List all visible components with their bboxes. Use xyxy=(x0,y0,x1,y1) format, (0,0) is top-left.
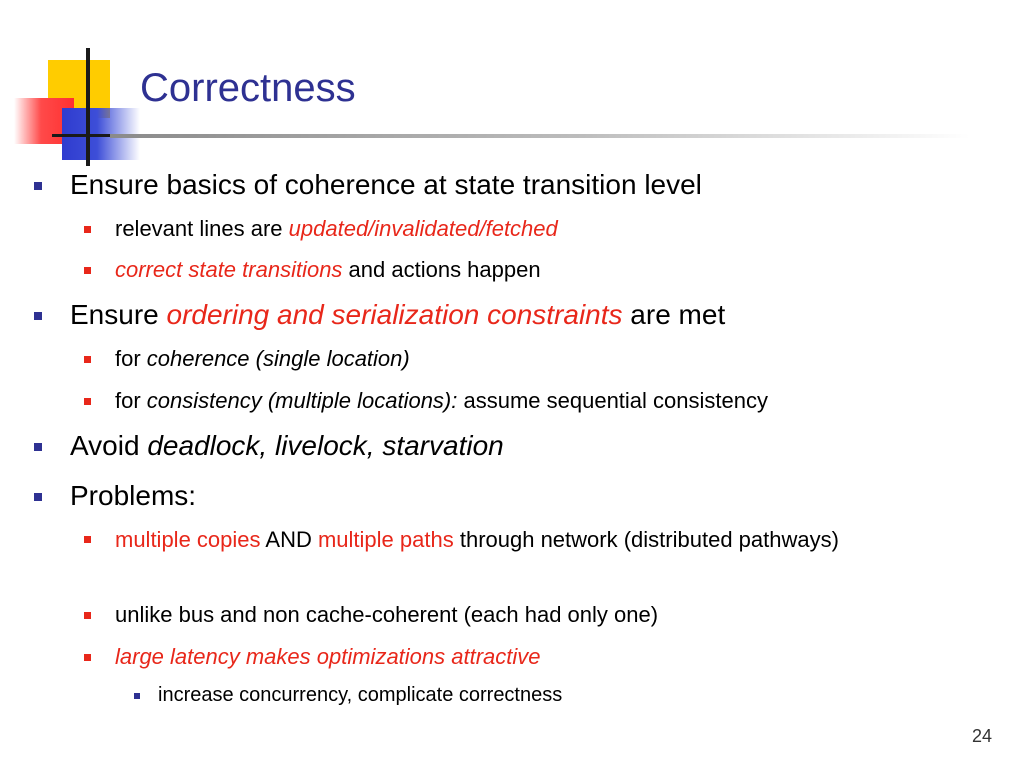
bullet-marker xyxy=(34,182,42,190)
bullet-emphasis: updated/invalidated/fetched xyxy=(288,216,558,241)
bullet-emphasis: correct state transitions xyxy=(115,257,343,282)
bullet-text: increase concurrency, complicate correctness xyxy=(158,684,563,706)
bullet-multiple-copies xyxy=(115,523,930,557)
bullet-text: and actions happen xyxy=(342,257,541,282)
bullet-marker xyxy=(34,493,42,501)
bullet-relevant-lines xyxy=(115,216,558,242)
bullet-increase-concurrency xyxy=(158,684,562,707)
bullet-marker xyxy=(84,226,91,233)
bullet-marker xyxy=(84,654,91,661)
bullet-text: Ensure basics of coherence at state transition level xyxy=(70,169,702,200)
bullet-emphasis: deadlock, livelock, starvation xyxy=(147,430,504,461)
bullet-emphasis: ordering and serialization constraints xyxy=(166,299,623,330)
bullet-text: AND xyxy=(260,527,318,552)
bullet-avoid-deadlock xyxy=(70,430,504,462)
bullet-ordering-constraints xyxy=(70,299,725,331)
bullet-for-consistency xyxy=(115,388,768,414)
bullet-marker xyxy=(34,443,42,451)
slide-title: Correctness xyxy=(140,66,356,110)
bullet-marker xyxy=(84,356,91,363)
bullet-for-coherence xyxy=(115,346,410,372)
bullet-emphasis: coherence (single location) xyxy=(146,346,410,371)
bullet-text: for xyxy=(115,388,147,413)
bullet-marker xyxy=(84,267,91,274)
bullet-large-latency xyxy=(115,644,541,670)
bullet-text: through network (distributed pathways) xyxy=(453,527,839,552)
bullet-text: Avoid xyxy=(70,430,148,461)
bullet-text: Ensure xyxy=(70,299,167,330)
bullet-ensure-basics xyxy=(70,169,702,201)
bullet-marker xyxy=(84,536,91,543)
bullet-emphasis: multiple copies xyxy=(115,527,261,552)
bullet-text: for xyxy=(115,346,147,371)
bullet-text: relevant lines are xyxy=(115,216,289,241)
bullet-emphasis: large latency makes optimizations attractive xyxy=(115,644,541,669)
page-number: 24 xyxy=(971,726,992,746)
bullet-text: Problems: xyxy=(70,480,197,511)
bullet-problems xyxy=(70,480,196,512)
bullet-emphasis: consistency (multiple locations): xyxy=(146,388,458,413)
bullet-emphasis: multiple paths xyxy=(317,527,454,552)
bullet-text: unlike bus and non cache-coherent (each had only one) xyxy=(115,602,659,627)
bullet-text: assume sequential consistency xyxy=(457,388,768,413)
bullet-marker xyxy=(84,612,91,619)
bullet-text: are met xyxy=(622,299,726,330)
bullet-marker xyxy=(134,693,140,699)
bullet-marker xyxy=(84,398,91,405)
bullet-marker xyxy=(34,312,42,320)
bullet-correct-state-transitions xyxy=(115,257,541,283)
bullet-unlike-bus xyxy=(115,602,658,628)
